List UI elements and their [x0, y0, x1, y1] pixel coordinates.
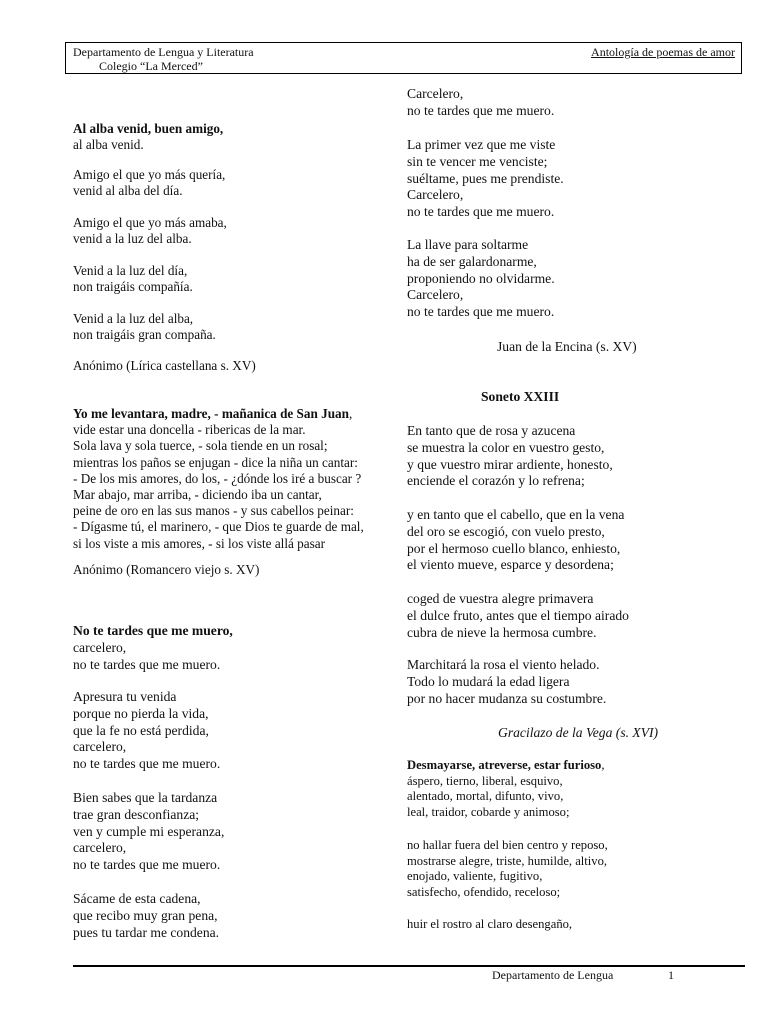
stanza — [407, 507, 727, 574]
stanza-text: Marchitará la rosa el viento helado. Todo lo mudará la edad ligera por no hacer mudanza su costumbre. — [407, 657, 607, 706]
header-department: Departamento de Lengua y Literatura — [73, 45, 254, 59]
page-header — [65, 42, 742, 74]
title-comma: , — [601, 758, 605, 772]
page-number: 1 — [668, 968, 674, 982]
author-text: Anónimo (Lírica castellana s. XV) — [73, 358, 256, 373]
footer-rule — [73, 965, 745, 967]
stanza — [73, 891, 393, 941]
stanza — [73, 689, 393, 773]
poem-author — [73, 358, 393, 374]
title-comma: , — [348, 406, 353, 421]
poem-yo-me-levantara — [73, 406, 403, 552]
stanza-text: La llave para soltarme ha de ser galardonarme, proponiendo no olvidarme. Carcelero, no te tardes que me muero. — [407, 237, 555, 320]
stanza — [407, 657, 727, 707]
stanza-text: áspero, tierno, liberal, esquivo, alentado, mortal, difunto, vivo, leal, traidor, cobarde y animoso; — [407, 773, 570, 819]
stanza — [407, 838, 727, 900]
stanza-text: Apresura tu venida porque no pierda la vida, que la fe no está perdida, carcelero, no te tardes que me muero. — [73, 689, 221, 772]
stanza — [73, 263, 393, 295]
stanza-text: carcelero, no te tardes que me muero. — [73, 639, 221, 672]
stanza — [73, 311, 393, 343]
stanza-text: La primer vez que me viste sin te vencer me venciste; suéltame, pues me prendiste. Carcelero, no te tardes que me muero. — [407, 137, 564, 220]
poem-line: al alba venid. — [73, 137, 144, 153]
stanza-text: Amigo el que yo más quería, venid al alba del día. — [73, 167, 226, 199]
footer-department: Departamento de Lengua — [492, 968, 614, 982]
stanza-text: Venid a la luz del alba, non traigáis gran compaña. — [73, 311, 216, 343]
stanza-text: Venid a la luz del día, non traigáis compañía. — [73, 263, 193, 295]
poem-al-alba — [73, 121, 393, 153]
stanza — [407, 86, 707, 120]
stanza-text: Carcelero, no te tardes que me muero. — [407, 86, 555, 118]
poem-title: Al alba venid, buen amigo, — [73, 121, 224, 136]
stanza — [73, 790, 393, 874]
stanza — [407, 137, 707, 221]
stanza — [407, 237, 707, 321]
stanza — [407, 917, 727, 933]
stanza-text: coged de vuestra alegre primavera el dulce fruto, antes que el tiempo airado cubra de nieve la hermosa cumbre. — [407, 591, 629, 640]
stanza-text: no hallar fuera del bien centro y reposo, mostrarse alegre, triste, humilde, altivo, enojado, valiente, fugitivo, satisfecho, ofendido, receloso; — [407, 838, 608, 899]
stanza — [73, 215, 393, 247]
stanza-text: Sácame de esta cadena, que recibo muy gran pena, pues tu tardar me condena. — [73, 891, 220, 940]
stanza — [407, 423, 727, 490]
poem-author: Gracilazo de la Vega (s. XVI) — [498, 725, 659, 740]
poem-title: Soneto XXIII — [481, 389, 560, 404]
poem-no-te-tardes — [73, 623, 393, 673]
stanza — [407, 591, 727, 641]
header-school: Colegio “La Merced” — [99, 59, 203, 73]
poem-author — [73, 562, 393, 578]
stanza-text: Bien sabes que la tardanza trae gran desconfianza; ven y cumple mi esperanza, carcelero, no te tardes que me muero. — [73, 790, 225, 873]
poem-title: No te tardes que me muero, — [73, 623, 233, 638]
stanza-text: Amigo el que yo más amaba, venid a la luz del alba. — [73, 215, 227, 247]
stanza — [73, 167, 393, 199]
stanza-text: En tanto que de rosa y azucena se muestra la color en vuestro gesto, y que vuestro mirar ardiente, honesto, enciende el corazón y lo refrena; — [407, 423, 613, 489]
poem-desmayarse — [407, 758, 727, 820]
stanza-text: y en tanto que el cabello, que en la vena del oro se escogió, con vuelo presto, por el hermoso cuello blanco, enhiesto, el viento mueve, esparce y desordena; — [407, 507, 625, 573]
stanza-text: huir el rostro al claro desengaño, — [407, 917, 573, 931]
poem-author: Juan de la Encina (s. XV) — [497, 339, 637, 354]
header-title: Antología de poemas de amor — [591, 45, 735, 59]
poem-title: Yo me levantara, madre, - mañanica de San Juan — [73, 406, 349, 421]
author-text: Anónimo (Romancero viejo s. XV) — [73, 562, 260, 577]
poem-body: vide estar una doncella - ribericas de la mar. Sola lava y sola tuerce, - sola tiende en un rosal; mientras los paños se enjugan - dice la niña un cantar: - De los mis amores, do los, - ¿dónde los iré a buscar ? Mar abajo, mar arriba, - diciendo iba un cantar, peine de oro en las sus manos - y sus cabellos peinar: - Dígasme tú, el marinero, - que Dios te guarde de mal, si los viste a mis amores, - si los viste allá pasar — [73, 422, 364, 551]
poem-title: Desmayarse, atreverse, estar furioso — [407, 758, 602, 772]
